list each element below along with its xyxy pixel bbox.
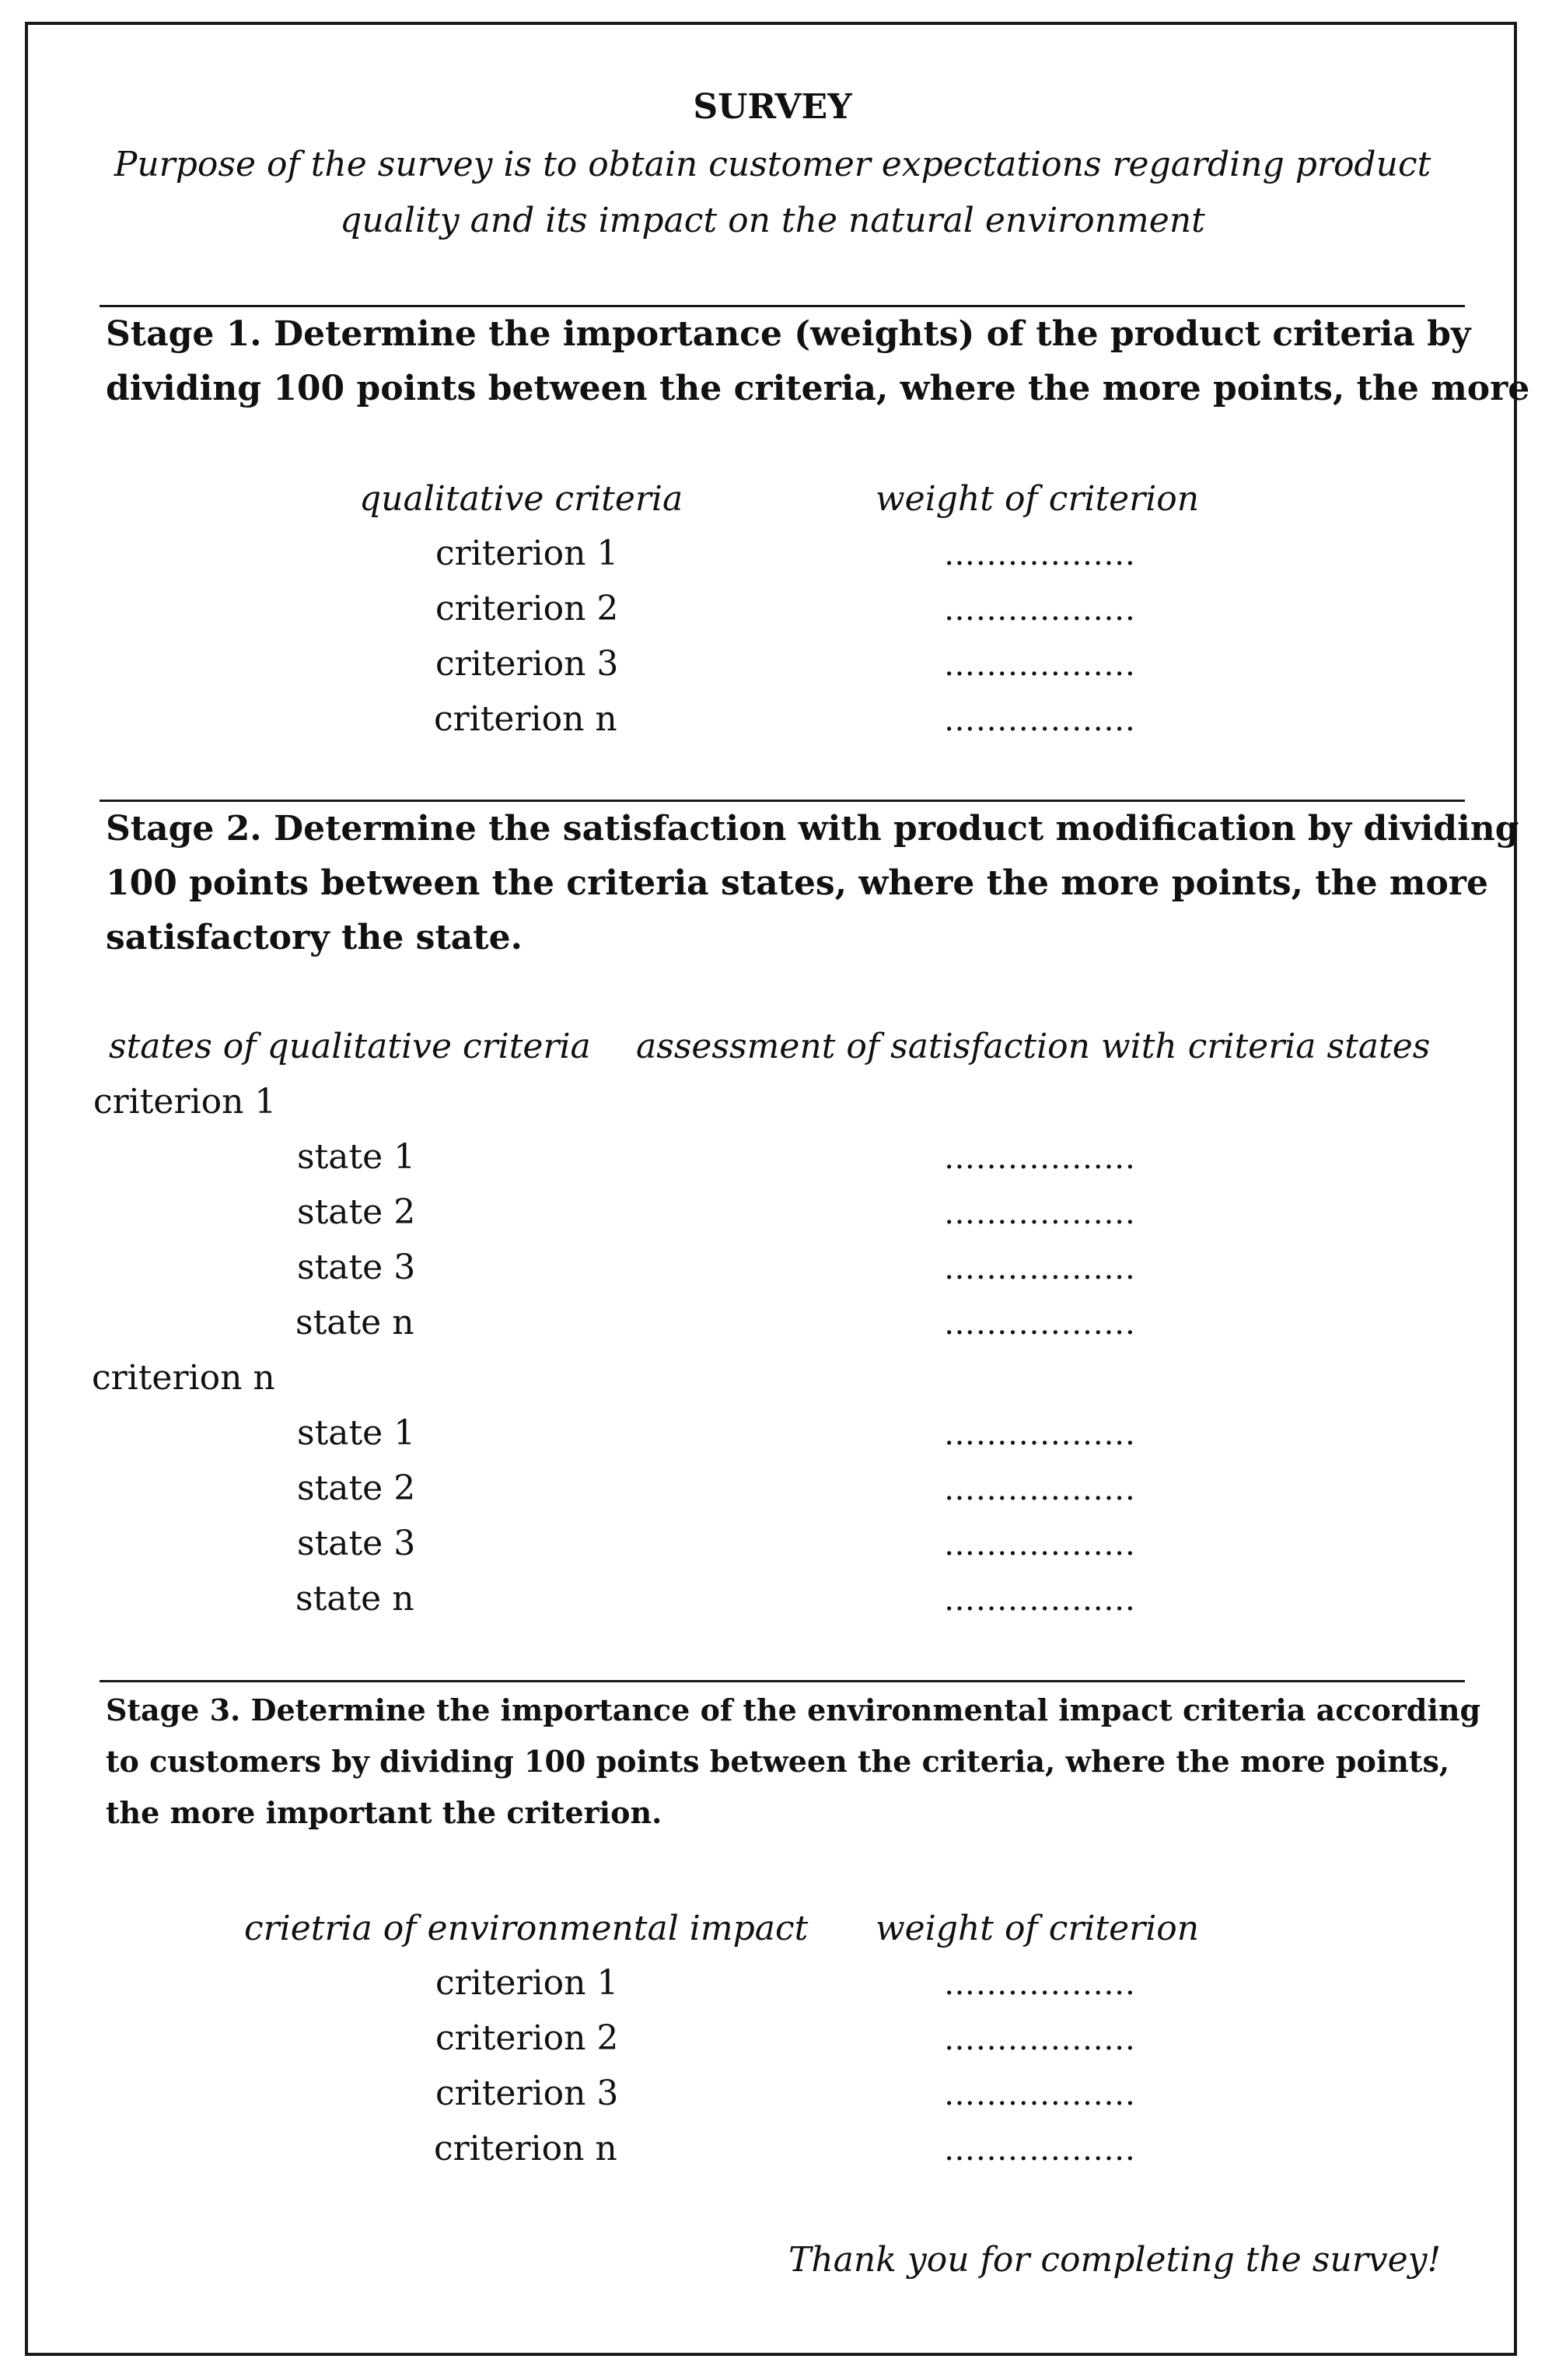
stage2-satisfaction-field[interactable]: …...............: [944, 1251, 1136, 1286]
stage2-criterion-heading: criterion 1: [93, 1082, 277, 1122]
stage3-text-line-3: the more important the criterion.: [106, 1795, 662, 1830]
stage1-col-right-header: weight of criterion: [876, 479, 1200, 519]
survey-title: SURVEY: [693, 87, 852, 127]
stage2-satisfaction-field[interactable]: …...............: [944, 1416, 1136, 1452]
stage2-satisfaction-field[interactable]: …...............: [944, 1582, 1136, 1618]
stage3-text-line-1: Stage 3. Determine the importance of the environmental impact criteria according: [106, 1692, 1481, 1727]
stage3-weight-field[interactable]: …...............: [944, 2077, 1136, 2112]
stage2-state-label: state 2: [297, 1468, 416, 1508]
stage3-criterion-label: criterion 1: [435, 1963, 619, 2003]
stage3-criterion-label: criterion 2: [435, 2018, 619, 2058]
stage3-text-line-2: to customers by dividing 100 points between the criteria, where the more points,: [106, 1744, 1450, 1779]
purpose-line-1: Purpose of the survey is to obtain customer expectations regarding product: [114, 145, 1431, 184]
stage2-satisfaction-field[interactable]: …...............: [944, 1527, 1136, 1563]
purpose-line-2: quality and its impact on the natural environment: [340, 201, 1205, 240]
stage2-state-label: state 3: [297, 1248, 416, 1287]
stage2-state-label: state n: [295, 1579, 414, 1619]
stage2-satisfaction-field[interactable]: …...............: [944, 1195, 1136, 1231]
stage2-state-label: state 1: [297, 1413, 416, 1453]
stage1-text-line-2: dividing 100 points between the criteria, where the more points, the more: [106, 369, 1530, 408]
stage3-weight-field[interactable]: …...............: [944, 1966, 1136, 2002]
stage3-weight-field[interactable]: …...............: [944, 2021, 1136, 2057]
stage3-weight-field[interactable]: …...............: [944, 2132, 1136, 2168]
stage2-col-left-header: states of qualitative criteria: [109, 1027, 591, 1066]
stage3-col-right-header: weight of criterion: [876, 1909, 1200, 1948]
stage1-weight-field[interactable]: …...............: [944, 702, 1136, 738]
stage1-criterion-label: criterion n: [434, 699, 617, 739]
stage2-text-line-2: 100 points between the criteria states, where the more points, the more: [106, 863, 1488, 903]
thank-you-note: Thank you for completing the survey!: [788, 2240, 1442, 2280]
stage1-weight-field[interactable]: …...............: [944, 537, 1136, 572]
stage2-state-label: state 3: [297, 1524, 416, 1563]
stage1-weight-field[interactable]: …...............: [944, 647, 1136, 683]
stage3-criterion-label: criterion n: [434, 2129, 617, 2168]
stage3-col-left-header: crietria of environmental impact: [244, 1909, 809, 1948]
stage1-divider: [100, 305, 1465, 307]
stage1-weight-field[interactable]: …...............: [944, 592, 1136, 628]
stage1-criterion-label: criterion 2: [435, 589, 619, 628]
stage3-divider: [100, 1680, 1465, 1682]
stage2-criterion-heading: criterion n: [92, 1358, 275, 1398]
stage1-text-line-1: Stage 1. Determine the importance (weights) of the product criteria by: [106, 314, 1471, 354]
stage1-criterion-label: criterion 3: [435, 644, 619, 684]
stage2-divider: [100, 800, 1465, 802]
stage2-satisfaction-field[interactable]: …...............: [944, 1306, 1136, 1342]
stage2-text-line-1: Stage 2. Determine the satisfaction with product modification by dividing: [106, 809, 1519, 849]
stage2-state-label: state n: [295, 1303, 414, 1342]
stage2-satisfaction-field[interactable]: …...............: [944, 1472, 1136, 1507]
stage2-state-label: state 2: [297, 1192, 416, 1232]
stage2-col-right-header: assessment of satisfaction with criteria states: [636, 1027, 1431, 1066]
stage2-state-label: state 1: [297, 1137, 416, 1177]
stage1-col-left-header: qualitative criteria: [359, 479, 683, 519]
stage1-criterion-label: criterion 1: [435, 534, 619, 573]
stage2-satisfaction-field[interactable]: …...............: [944, 1140, 1136, 1176]
stage2-text-line-3: satisfactory the state.: [106, 918, 523, 957]
stage3-criterion-label: criterion 3: [435, 2074, 619, 2113]
